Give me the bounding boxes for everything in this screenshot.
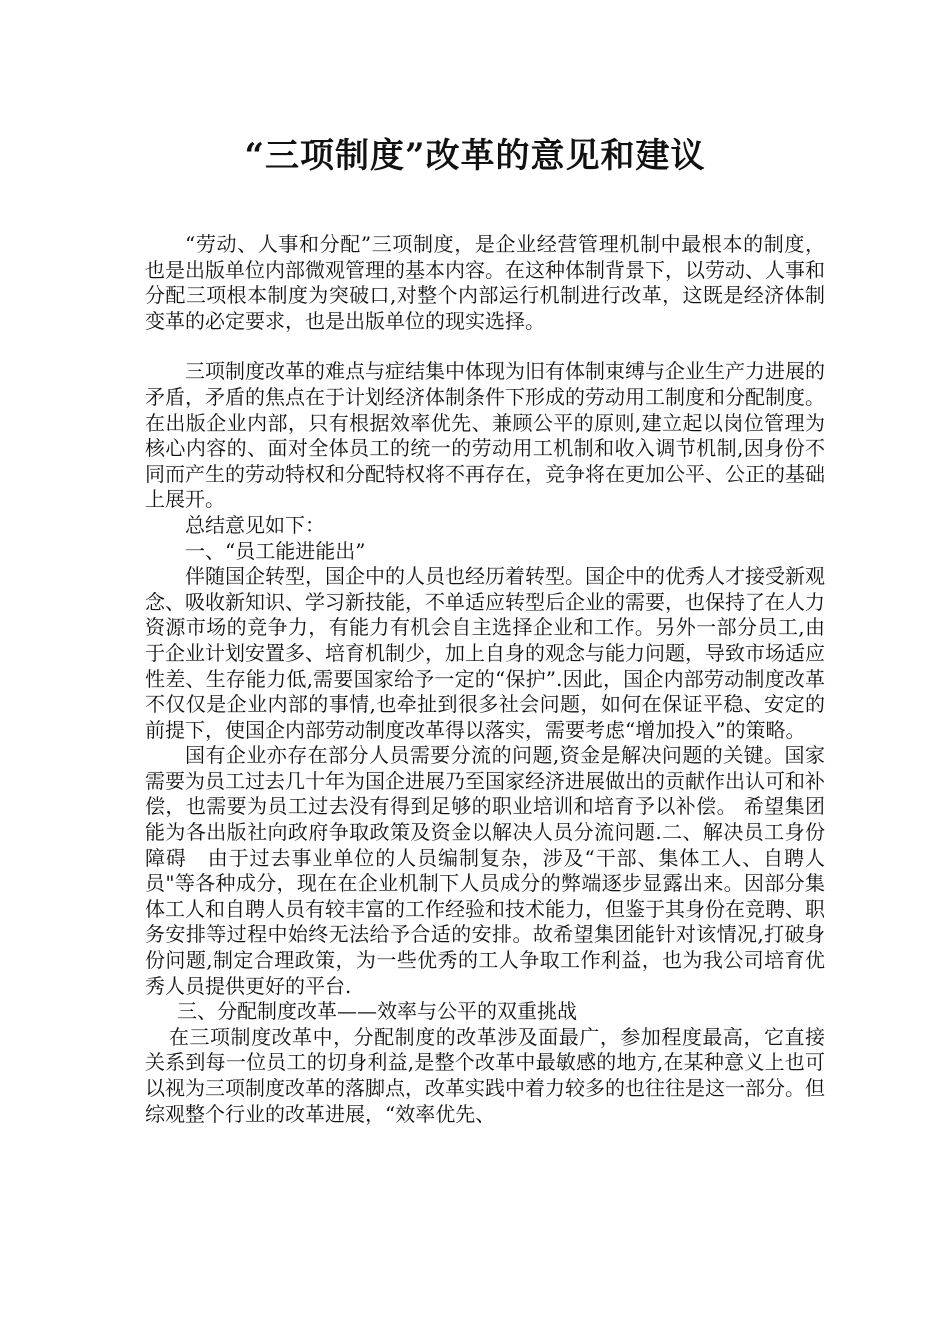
section-heading-3: 三、分配制度改革——效率与公平的双重挑战 — [177, 999, 577, 1024]
section-heading-1: 一、“员工能进能出” — [185, 538, 366, 563]
paragraph-intro: “劳动、人事和分配”三项制度，是企业经营管理机制中最根本的制度，也是出版单位内部微观管理的基本内容。在这种体制背景下，以劳动、人事和分配三项根本制度为突破口,对整个内部运行机制进行改革，这既是经济体制变革的必定要求，也是出版单位的现实选择。 — [145, 232, 825, 333]
paragraph-difficulty: 三项制度改革的难点与症结集中体现为旧有体制束缚与企业生产力进展的矛盾，矛盾的焦点在于计划经济体制条件下形成的劳动用工制度和分配制度。在出版企业内部，只有根据效率优先、兼顾公平的原则,建立起以岗位管理为核心内容的、面对全体员工的统一的劳动用工机制和收入调节机制,因身份不同而产生的劳动特权和分配特权将不再存在，竞争将在更加公平、公正的基础上展开。 — [145, 359, 825, 512]
paragraph-summary-lead: 总结意见如下： — [185, 512, 325, 537]
document-body — [145, 232, 825, 1127]
paragraph-section-3: 在三项制度改革中，分配制度的改革涉及面最广，参加程度最高，它直接关系到每一位员工的切身利益,是整个改革中最敏感的地方,在某种意义上也可以视为三项制度改革的落脚点，改革实践中着力较多的也往往是这一部分。但综观整个行业的改革进展，“效率优先、 — [145, 1024, 825, 1126]
paragraph-section-1-cont: 国有企业亦存在部分人员需要分流的问题,资金是解决问题的关键。国家需要为员工过去几十年为国企进展乃至国家经济进展做出的贡献作出认可和补偿，也需要为员工过去没有得到足够的职业培训和培育予以补偿。 希望集团能为各出版社向政府争取政策及资金以解决人员分流问题.二、解决员工身份障碍 由于过去事业单位的人员编制复杂，涉及“干部、集体工人、自聘人员"等各种成分，现在在企业机制下人员成分的弊端逐步显露出来。因部分集体工人和自聘人员有较丰富的工作经验和技术能力，但鉴于其身份在竞聘、职务安排等过程中始终无法给予合适的安排。故希望集团能针对该情况,打破身份问题,制定合理政策，为一些优秀的工人争取工作利益，也为我公司培育优秀人员提供更好的平台. — [145, 743, 825, 998]
document-title: “三项制度”改革的意见和建议 — [244, 136, 706, 176]
paragraph-section-1: 伴随国企转型，国企中的人员也经历着转型。国企中的优秀人才接受新观念、吸收新知识、学习新技能，不单适应转型后企业的需要，也保持了在人力资源市场的竞争力，有能力有机会自主选择企业和工作。另外一部分员工,由于企业计划安置多、培育机制少，加上自身的观念与能力问题，导致市场适应性差、生存能力低,需要国家给予一定的“保护”.因此，国企内部劳动制度改革不仅仅是企业内部的事情,也牵扯到很多社会问题，如何在保证平稳、安定的前提下，使国企内部劳动制度改革得以落实，需要考虑“增加投入”的策略。 — [145, 564, 825, 742]
